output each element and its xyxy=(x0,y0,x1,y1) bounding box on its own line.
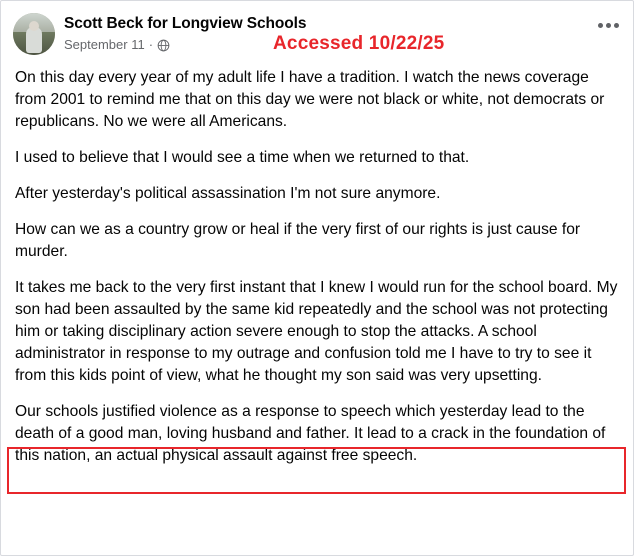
post-paragraph: After yesterday's political assassination I'm not sure anymore. xyxy=(15,185,441,202)
author-name[interactable]: Scott Beck for Longview Schools xyxy=(64,15,307,32)
dot xyxy=(598,23,603,28)
post-paragraph: It takes me back to the very first instant that I knew I would run for the school board. My son had been assaulted by the same kid repeatedly and the school was not protecting him or taking disciplinary action severe enough to stop the attacks. A school administrator in response to my outrage and confusion told me I have to try to see it from this kids point of view, what he thought my son said was very upsetting. xyxy=(15,279,618,384)
meta-separator: · xyxy=(148,37,154,52)
post-paragraph-highlighted: Our schools justified violence as a response to speech which yesterday lead to the death of a good man, loving husband and father. It lead to a crack in the foundation of this nation, an actual physical assault against free speech. xyxy=(15,403,606,464)
post-timestamp[interactable]: September 11 xyxy=(64,37,145,52)
avatar[interactable] xyxy=(13,13,55,55)
more-options-icon[interactable] xyxy=(598,23,619,28)
post-paragraph: On this day every year of my adult life I have a tradition. I watch the news coverage from 2001 to remind me that on this day we were not black or white, not democrats or republicans. No we were all Americans. xyxy=(15,69,605,130)
dot xyxy=(614,23,619,28)
post-paragraph: I used to believe that I would see a time when we returned to that. xyxy=(15,149,470,166)
post-paragraph: How can we as a country grow or heal if the very first of our rights is just cause for murder. xyxy=(15,221,581,260)
accessed-annotation: Accessed 10/22/25 xyxy=(273,33,445,54)
post-body xyxy=(1,55,633,467)
avatar-person-head xyxy=(29,21,39,31)
dot xyxy=(606,23,611,28)
post-header xyxy=(1,1,633,55)
globe-icon[interactable] xyxy=(157,39,170,52)
